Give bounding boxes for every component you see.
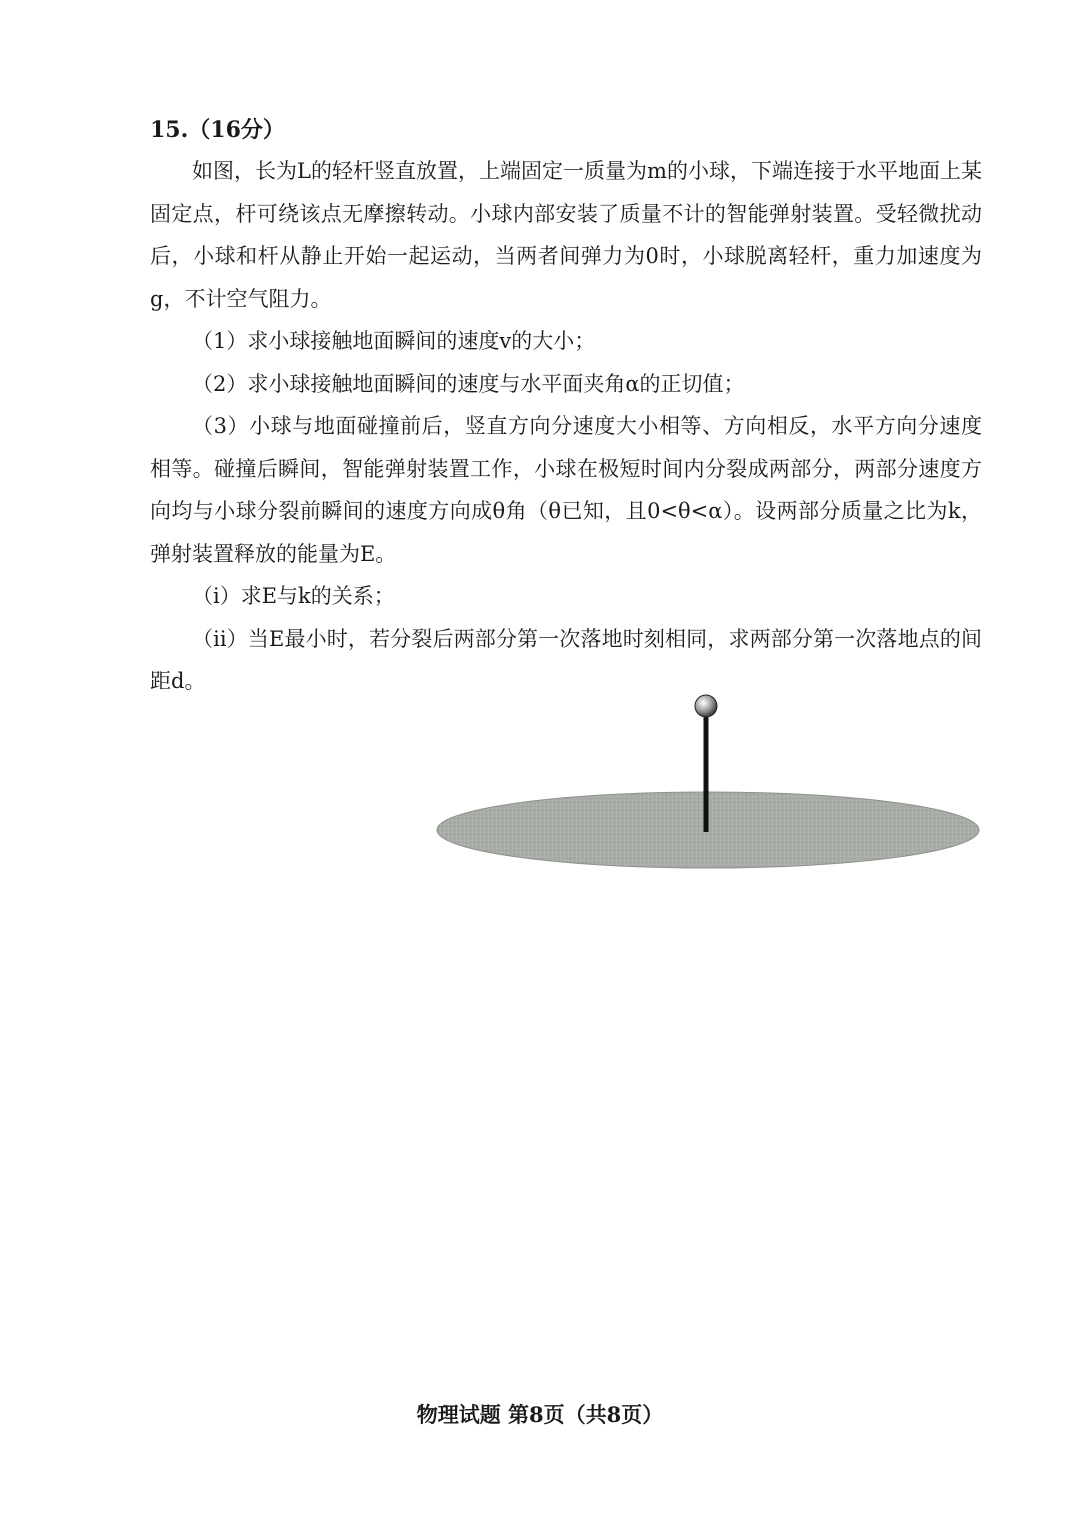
- problem-statement: 如图，长为L的轻杆竖直放置，上端固定一质量为m的小球，下端连接于水平地面上某固定点，杆可绕该点无摩擦转动。小球内部安装了质量不计的智能弹射装置。受轻微扰动后，小球和杆从静止开始一起运动，当两者间弹力为0时，小球脱离轻杆，重力加速度为g，不计空气阻力。: [150, 159, 982, 311]
- rod-ball-figure: [430, 690, 990, 880]
- question-body: [150, 150, 982, 703]
- small-ball: [695, 695, 717, 717]
- sub-question-3-ii: （ii）当E最小时，若分裂后两部分第一次落地时刻相同，求两部分第一次落地点的间距d。: [150, 626, 982, 693]
- question-number: 15.（16分）: [150, 117, 285, 143]
- sub-question-2: （2）求小球接触地面瞬间的速度与水平面夹角α的正切值；: [192, 371, 745, 396]
- sub-question-3: （3）小球与地面碰撞前后，竖直方向分速度大小相等、方向相反，水平方向分速度相等。碰撞后瞬间，智能弹射装置工作，小球在极短时间内分裂成两部分，两部分速度方向均与小球分裂前瞬间的速度方向成θ角（θ已知，且0<θ<α）。设两部分质量之比为k，弹射装置释放的能量为E。: [150, 414, 982, 566]
- page-footer: 物理试题 第8页（共8页）: [416, 1402, 664, 1427]
- sub-question-3-i: （i）求E与k的关系；: [192, 584, 395, 608]
- sub-question-1: （1）求小球接触地面瞬间的速度v的大小；: [192, 329, 596, 353]
